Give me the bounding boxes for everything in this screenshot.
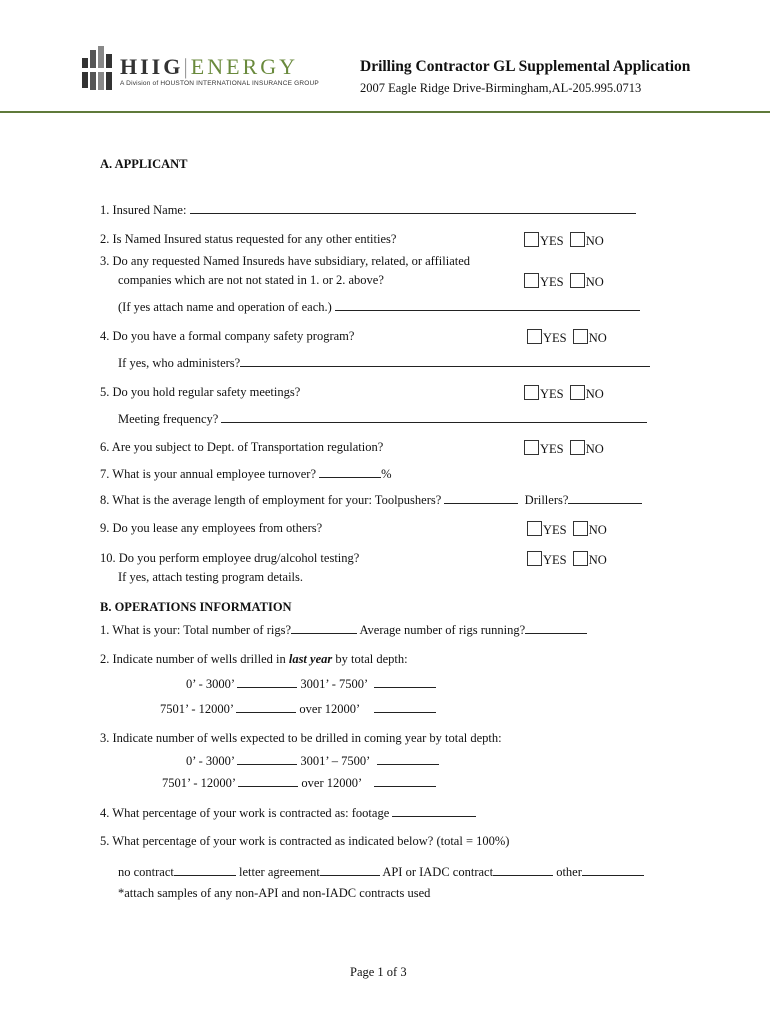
- no-checkbox[interactable]: [573, 521, 588, 536]
- question-a5-note-label: Meeting frequency?: [118, 412, 219, 426]
- yes-label: YES: [540, 442, 564, 456]
- question-b2-text: 2. Indicate number of wells drilled in: [100, 652, 289, 666]
- api-iadc-label: API or IADC contract: [382, 865, 494, 879]
- question-b5-label: 5. What percentage of your work is contracted as indicated below? (total = 100%): [100, 834, 510, 848]
- yesno-a9: [527, 521, 610, 538]
- question-a3-note-label: (If yes attach name and operation of each.): [118, 300, 332, 314]
- wells-7501-12000-last-year-field[interactable]: [236, 701, 296, 713]
- question-a8: [100, 492, 642, 508]
- yes-checkbox[interactable]: [527, 329, 542, 344]
- depth-label: 7501’ - 12000’: [162, 776, 236, 790]
- depth-label: over 12000’: [301, 776, 362, 790]
- question-a2-label: 2. Is Named Insured status requested for any other entities?: [100, 232, 397, 246]
- company-logo-wordmark: [120, 55, 298, 79]
- no-label: NO: [588, 523, 607, 537]
- wells-0-3000-last-year-field[interactable]: [237, 676, 297, 688]
- question-b3-label: 3. Indicate number of wells expected to be drilled in coming year by total depth:: [100, 731, 502, 745]
- yes-checkbox[interactable]: [527, 551, 542, 566]
- no-checkbox[interactable]: [570, 232, 585, 247]
- yesno-a6: [524, 440, 607, 457]
- no-label: NO: [585, 387, 604, 401]
- yesno-a10: [527, 551, 610, 568]
- question-a4-note-label: If yes, who administers?: [118, 356, 241, 370]
- question-b4-label: 4. What percentage of your work is contracted as: footage: [100, 806, 390, 820]
- logo-secondary-text: ENERGY: [190, 54, 298, 79]
- question-a5-note: [118, 411, 647, 427]
- api-iadc-field[interactable]: [493, 864, 553, 876]
- question-a10-label: 10. Do you perform employee drug/alcohol testing?: [100, 551, 360, 565]
- yes-label: YES: [543, 331, 567, 345]
- yes-label: YES: [540, 387, 564, 401]
- question-b4: [100, 805, 476, 821]
- question-a1-label: 1. Insured Name:: [100, 203, 187, 217]
- depth-label: over 12000’: [299, 702, 360, 716]
- yes-checkbox[interactable]: [524, 385, 539, 400]
- no-checkbox[interactable]: [570, 440, 585, 455]
- yesno-a3: [524, 273, 607, 290]
- depth-label: 0’ - 3000’: [186, 677, 235, 691]
- section-a-heading: A. APPLICANT: [100, 157, 188, 171]
- question-a4-note: [118, 355, 650, 371]
- logo-primary-text: HIIG: [120, 54, 184, 79]
- insured-name-field[interactable]: [190, 202, 636, 214]
- yes-checkbox[interactable]: [524, 232, 539, 247]
- question-b1: [100, 622, 587, 638]
- yes-label: YES: [540, 234, 564, 248]
- no-label: NO: [588, 331, 607, 345]
- no-label: NO: [585, 234, 604, 248]
- document-title: Drilling Contractor GL Supplemental Application: [360, 58, 691, 75]
- question-b1-label: 1. What is your: Total number of rigs?: [100, 623, 291, 637]
- question-a9-label: 9. Do you lease any employees from others?: [100, 521, 323, 535]
- other-contract-field[interactable]: [582, 864, 644, 876]
- question-a3-line2: companies which are not not stated in 1. or 2. above?: [118, 273, 384, 287]
- footage-percentage-field[interactable]: [392, 805, 476, 817]
- question-a5-label: 5. Do you hold regular safety meetings?: [100, 385, 301, 399]
- yes-label: YES: [540, 275, 564, 289]
- no-checkbox[interactable]: [573, 329, 588, 344]
- page-number: Page 1 of 3: [350, 965, 407, 979]
- total-rigs-field[interactable]: [291, 622, 357, 634]
- no-contract-label: no contract: [118, 865, 174, 879]
- no-label: NO: [585, 442, 604, 456]
- yes-checkbox[interactable]: [524, 273, 539, 288]
- question-a3-note: [118, 299, 640, 315]
- no-label: NO: [585, 275, 604, 289]
- yesno-a5: [524, 385, 607, 402]
- yes-label: YES: [543, 523, 567, 537]
- question-a6-label: 6. Are you subject to Dept. of Transportation regulation?: [100, 440, 384, 454]
- question-b2-suffix: by total depth:: [332, 652, 408, 666]
- drillers-field[interactable]: [568, 492, 642, 504]
- wells-0-3000-coming-year-field[interactable]: [237, 753, 297, 765]
- letter-agreement-field[interactable]: [320, 864, 380, 876]
- employee-turnover-field[interactable]: [319, 466, 381, 478]
- question-a3-line1: 3. Do any requested Named Insureds have subsidiary, related, or affiliated: [100, 254, 471, 268]
- drillers-label: Drillers?: [524, 493, 569, 507]
- no-contract-field[interactable]: [174, 864, 236, 876]
- b2-depth-row-1: [186, 676, 436, 692]
- b3-depth-row-1: [186, 753, 439, 769]
- question-a7-label: 7. What is your annual employee turnover?: [100, 467, 317, 481]
- yes-checkbox[interactable]: [524, 440, 539, 455]
- no-checkbox[interactable]: [573, 551, 588, 566]
- no-checkbox[interactable]: [570, 273, 585, 288]
- meeting-frequency-field[interactable]: [221, 411, 647, 423]
- depth-label: 3001’ - 7500’: [300, 677, 368, 691]
- question-a4-label: 4. Do you have a formal company safety program?: [100, 329, 355, 343]
- b5-contract-row: [118, 864, 644, 880]
- wells-3001-7500-coming-year-field[interactable]: [377, 753, 439, 765]
- yes-checkbox[interactable]: [527, 521, 542, 536]
- question-b2-emphasis: last year: [288, 652, 333, 666]
- wells-3001-7500-last-year-field[interactable]: [374, 676, 436, 688]
- question-b5-note: *attach samples of any non-API and non-IADC contracts used: [118, 886, 431, 900]
- safety-administrator-field[interactable]: [240, 355, 650, 367]
- question-a7: [100, 466, 392, 482]
- logo-separator: |: [183, 54, 191, 79]
- company-address: 2007 Eagle Ridge Drive-Birmingham,AL-205.995.0713: [360, 81, 642, 95]
- average-rigs-label: Average number of rigs running?: [359, 623, 526, 637]
- question-a1: [100, 202, 636, 218]
- logo-tagline: A Division of HOUSTON INTERNATIONAL INSURANCE GROUP: [120, 80, 319, 87]
- company-logo-mark: [80, 44, 116, 94]
- affiliates-field[interactable]: [335, 299, 640, 311]
- question-a8-label: 8. What is the average length of employment for your: Toolpushers?: [100, 493, 442, 507]
- b3-depth-row-2: [162, 775, 436, 791]
- wells-7501-12000-coming-year-field[interactable]: [238, 775, 298, 787]
- depth-label: 0’ - 3000’: [186, 754, 235, 768]
- toolpushers-field[interactable]: [444, 492, 518, 504]
- question-b2-label: [100, 652, 408, 667]
- section-b-heading: B. OPERATIONS INFORMATION: [100, 600, 292, 614]
- header-divider: [0, 111, 770, 113]
- question-a10-note: If yes, attach testing program details.: [118, 570, 304, 584]
- depth-label: 7501’ - 12000’: [160, 702, 234, 716]
- b2-depth-row-2: [160, 701, 436, 717]
- yes-label: YES: [543, 553, 567, 567]
- letter-agreement-label: letter agreement: [239, 865, 320, 879]
- wells-over-12000-last-year-field[interactable]: [374, 701, 436, 713]
- no-label: NO: [588, 553, 607, 567]
- average-rigs-field[interactable]: [525, 622, 587, 634]
- yesno-a2: [524, 232, 607, 249]
- no-checkbox[interactable]: [570, 385, 585, 400]
- depth-label: 3001’ – 7500’: [300, 754, 370, 768]
- other-label: other: [556, 865, 582, 879]
- wells-over-12000-coming-year-field[interactable]: [374, 775, 436, 787]
- yesno-a4: [527, 329, 610, 346]
- percent-unit: %: [381, 467, 392, 481]
